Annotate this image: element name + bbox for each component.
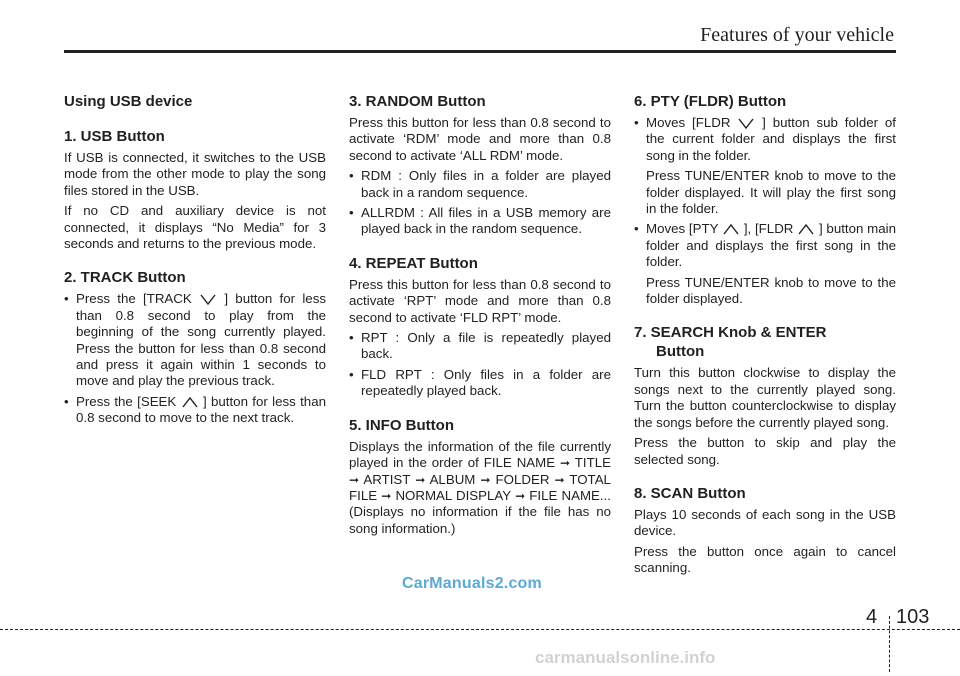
scan-button-heading: 8. SCAN Button: [634, 484, 746, 502]
info-text-album: ALBUM: [429, 471, 476, 487]
column-1: [64, 92, 326, 427]
chapter-number: 4: [866, 606, 878, 628]
page-number: 103: [896, 606, 930, 628]
search-heading-line-2: Button: [656, 343, 705, 361]
pty-bullet-2-c: ] button main folder and displays the first song in the folder.: [646, 221, 896, 270]
search-heading-line-1: 7. SEARCH Knob & ENTER: [634, 324, 827, 342]
info-text-artist: ARTIST: [363, 471, 411, 487]
track-bullet-2-b: ] button for less than 0.8 second to move to the next track.: [76, 393, 326, 426]
chevron-down-icon: [200, 294, 216, 305]
info-button-heading: 5. INFO Button: [349, 416, 454, 434]
random-bullet-2: • ALLRDM : All files in a USB memory are played back in the random sequence.: [349, 205, 611, 238]
track-bullet-1-b: ] button for less than 0.8 second to play from the beginning of the song currently played. Press the button for less than 0.8 second and press it again within 1 seconds to move and play the previous track.: [76, 291, 326, 389]
usb-paragraph-1: If USB is connected, it switches to the USB mode from the other mode to play the song files stored in the USB.: [64, 150, 326, 198]
usb-button-heading: 1. USB Button: [64, 128, 165, 145]
info-text-a: Displays the information of the file currently played in the order of FILE NAME: [349, 438, 611, 471]
track-bullet-1: [64, 291, 326, 389]
repeat-bullet-1: • RPT : Only a file is repeatedly played back.: [349, 330, 611, 363]
column-2: [349, 92, 611, 537]
search-paragraph-1: Turn this button clockwise to display the songs next to the currently played song. Turn the button counterclockwise to display the songs before the currently played song.: [634, 365, 896, 430]
footer-separator: [889, 616, 891, 672]
track-bullet-1-a: Press the [TRACK: [76, 291, 192, 307]
repeat-button-heading: 4. REPEAT Button: [349, 254, 478, 272]
random-button-heading: 3. RANDOM Button: [349, 93, 486, 110]
search-paragraph-2: Press the button to skip and play the selected song.: [634, 435, 896, 467]
pty-bullet-1-note: Press TUNE/ENTER knob to move to the folder displayed. It will play the first song in the folder.: [646, 168, 896, 217]
info-text-total-file: TOTAL FILE: [349, 471, 611, 503]
info-paragraph: [349, 439, 611, 537]
scan-paragraph-2: Press the button once again to cancel scanning.: [634, 543, 896, 576]
pty-bullet-2-note: Press TUNE/ENTER knob to move to the folder displayed.: [646, 274, 896, 307]
random-bullet-1: • RDM : Only files in a folder are played back in a random sequence.: [349, 168, 611, 201]
arrow-right-icon: ➞: [381, 488, 392, 503]
track-bullet-2: [64, 394, 326, 427]
repeat-paragraph: Press this button for less than 0.8 second to activate ‘RPT’ mode and more than 0.8 second to activate ‘FLD RPT’ mode.: [349, 276, 611, 325]
usb-paragraph-2: If no CD and auxiliary device is not connected, it displays “No Media” for 3 seconds and returns to the previous mode.: [64, 203, 326, 252]
header-rule: [64, 50, 896, 53]
arrow-right-icon: ➞: [480, 472, 491, 487]
pty-button-heading: 6. PTY (FLDR) Button: [634, 93, 787, 110]
pty-bullet-1-b: ] button sub folder of the current folder and displays the first song in the folder.: [646, 115, 897, 163]
chevron-up-icon: [798, 224, 814, 235]
info-text-title: TITLE: [574, 455, 611, 471]
pty-bullet-1-a: Moves [FLDR: [646, 115, 731, 130]
arrow-right-icon: ➞: [560, 456, 571, 471]
random-paragraph: Press this button for less than 0.8 second to activate ‘RDM’ mode and more than 0.8 second to activate ‘ALL RDM’ mode.: [349, 115, 611, 163]
pty-bullet-2-a: Moves [PTY: [646, 221, 719, 237]
arrow-right-icon: ➞: [554, 472, 565, 487]
page-header-title: Features of your vehicle: [700, 24, 894, 46]
chevron-up-icon: [182, 397, 198, 408]
footer-rule: [0, 629, 960, 630]
scan-paragraph-1: Plays 10 seconds of each song in the USB device.: [634, 506, 896, 539]
pty-bullet-2-b: ], [FLDR: [743, 221, 794, 237]
pty-bullet-2: [634, 221, 896, 270]
search-knob-heading: [634, 323, 896, 361]
track-bullet-2-a: Press the [SEEK: [76, 393, 177, 409]
column-3: [634, 92, 896, 577]
arrow-right-icon: ➞: [515, 488, 526, 503]
chevron-up-icon: [723, 224, 739, 235]
watermark-logo: CarManuals2.com: [402, 575, 542, 592]
track-button-heading: 2. TRACK Button: [64, 269, 186, 287]
info-text-normal-display: NORMAL DISPLAY: [395, 487, 511, 503]
section-title: Using USB device: [64, 93, 193, 110]
info-text-file-name: FILE NAME... (Displays no information if the file has no song information.): [349, 487, 611, 536]
arrow-right-icon: ➞: [349, 472, 360, 487]
watermark-bottom: carmanualsonline.info: [535, 648, 716, 667]
repeat-bullet-2: • FLD RPT : Only files in a folder are repeatedly played back.: [349, 367, 611, 400]
info-text-folder: FOLDER: [495, 471, 550, 487]
arrow-right-icon: ➞: [415, 472, 426, 487]
pty-bullet-1: [634, 115, 896, 164]
chevron-down-icon: [738, 118, 754, 129]
